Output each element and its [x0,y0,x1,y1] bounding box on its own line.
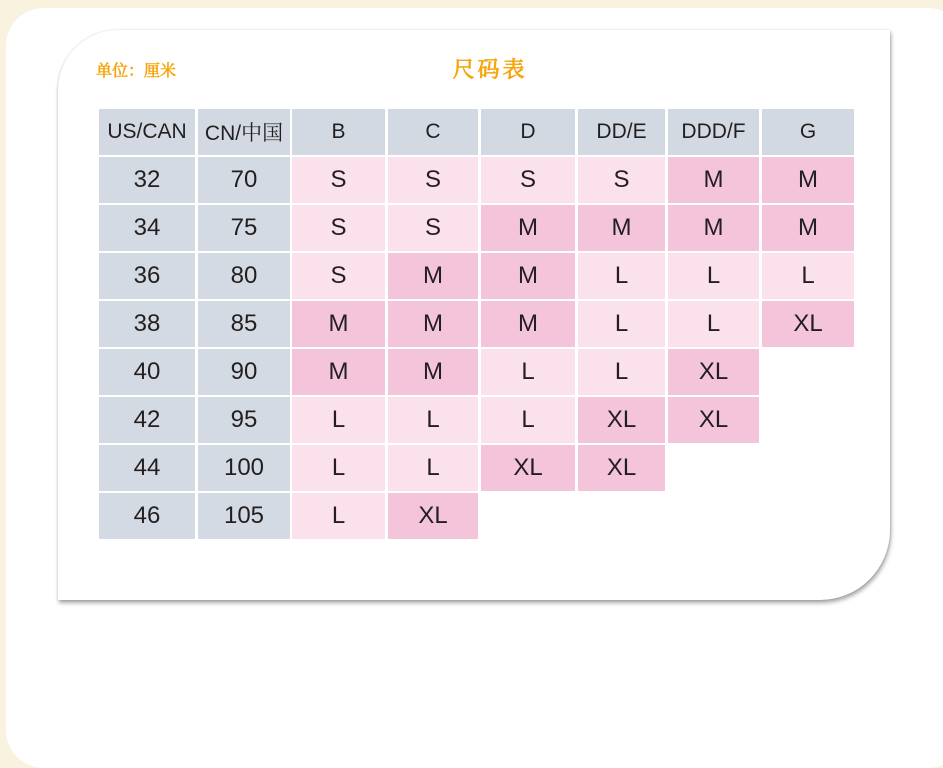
size-cell: M [292,349,385,395]
cn-size-cell: 75 [198,205,290,251]
cn-size-cell: 85 [198,301,290,347]
size-cell: XL [578,397,665,443]
size-cell: L [292,445,385,491]
size-cell: L [292,397,385,443]
size-cell: S [292,253,385,299]
size-cell: M [292,301,385,347]
cn-size-cell: 70 [198,157,290,203]
us-can-size-cell: 40 [99,349,195,395]
column-header: D [481,109,575,155]
column-header: G [762,109,854,155]
size-cell: M [668,205,759,251]
size-cell: XL [388,493,478,539]
us-can-size-cell: 46 [99,493,195,539]
size-cell: S [388,205,478,251]
cn-size-cell: 95 [198,397,290,443]
size-cell: M [668,157,759,203]
size-cell: L [578,349,665,395]
size-cell: L [668,253,759,299]
page-title: 尺码表 [452,58,528,83]
size-cell: M [481,205,575,251]
cn-size-cell: 100 [198,445,290,491]
column-header: B [292,109,385,155]
size-cell: L [388,397,478,443]
size-cell: XL [668,349,759,395]
us-can-size-cell: 34 [99,205,195,251]
size-cell: XL [762,301,854,347]
size-cell: XL [481,445,575,491]
size-cell: XL [668,397,759,443]
size-cell: M [388,349,478,395]
size-cell: M [388,253,478,299]
cn-size-cell: 105 [198,493,290,539]
size-cell: L [762,253,854,299]
cn-size-cell: 90 [198,349,290,395]
size-cell: M [762,205,854,251]
size-cell: L [481,397,575,443]
size-cell: L [578,253,665,299]
us-can-size-cell: 32 [99,157,195,203]
size-cell: M [481,301,575,347]
size-cell: S [388,157,478,203]
size-cell: S [578,157,665,203]
size-cell: S [481,157,575,203]
size-cell: L [388,445,478,491]
size-cell: S [292,157,385,203]
us-can-size-cell: 42 [99,397,195,443]
size-cell: L [578,301,665,347]
cn-size-cell: 80 [198,253,290,299]
size-cell: L [481,349,575,395]
column-header: US/CAN [99,109,195,155]
column-header: CN/中国 [198,109,290,155]
unit-label: 单位：厘米 [96,61,177,80]
column-header: C [388,109,478,155]
size-cell: XL [578,445,665,491]
size-cell: M [481,253,575,299]
size-cell: M [578,205,665,251]
size-cell: S [292,205,385,251]
column-header: DDD/F [668,109,759,155]
us-can-size-cell: 38 [99,301,195,347]
us-can-size-cell: 44 [99,445,195,491]
us-can-size-cell: 36 [99,253,195,299]
size-cell: M [388,301,478,347]
size-cell: L [292,493,385,539]
size-cell: L [668,301,759,347]
size-cell: M [762,157,854,203]
column-header: DD/E [578,109,665,155]
